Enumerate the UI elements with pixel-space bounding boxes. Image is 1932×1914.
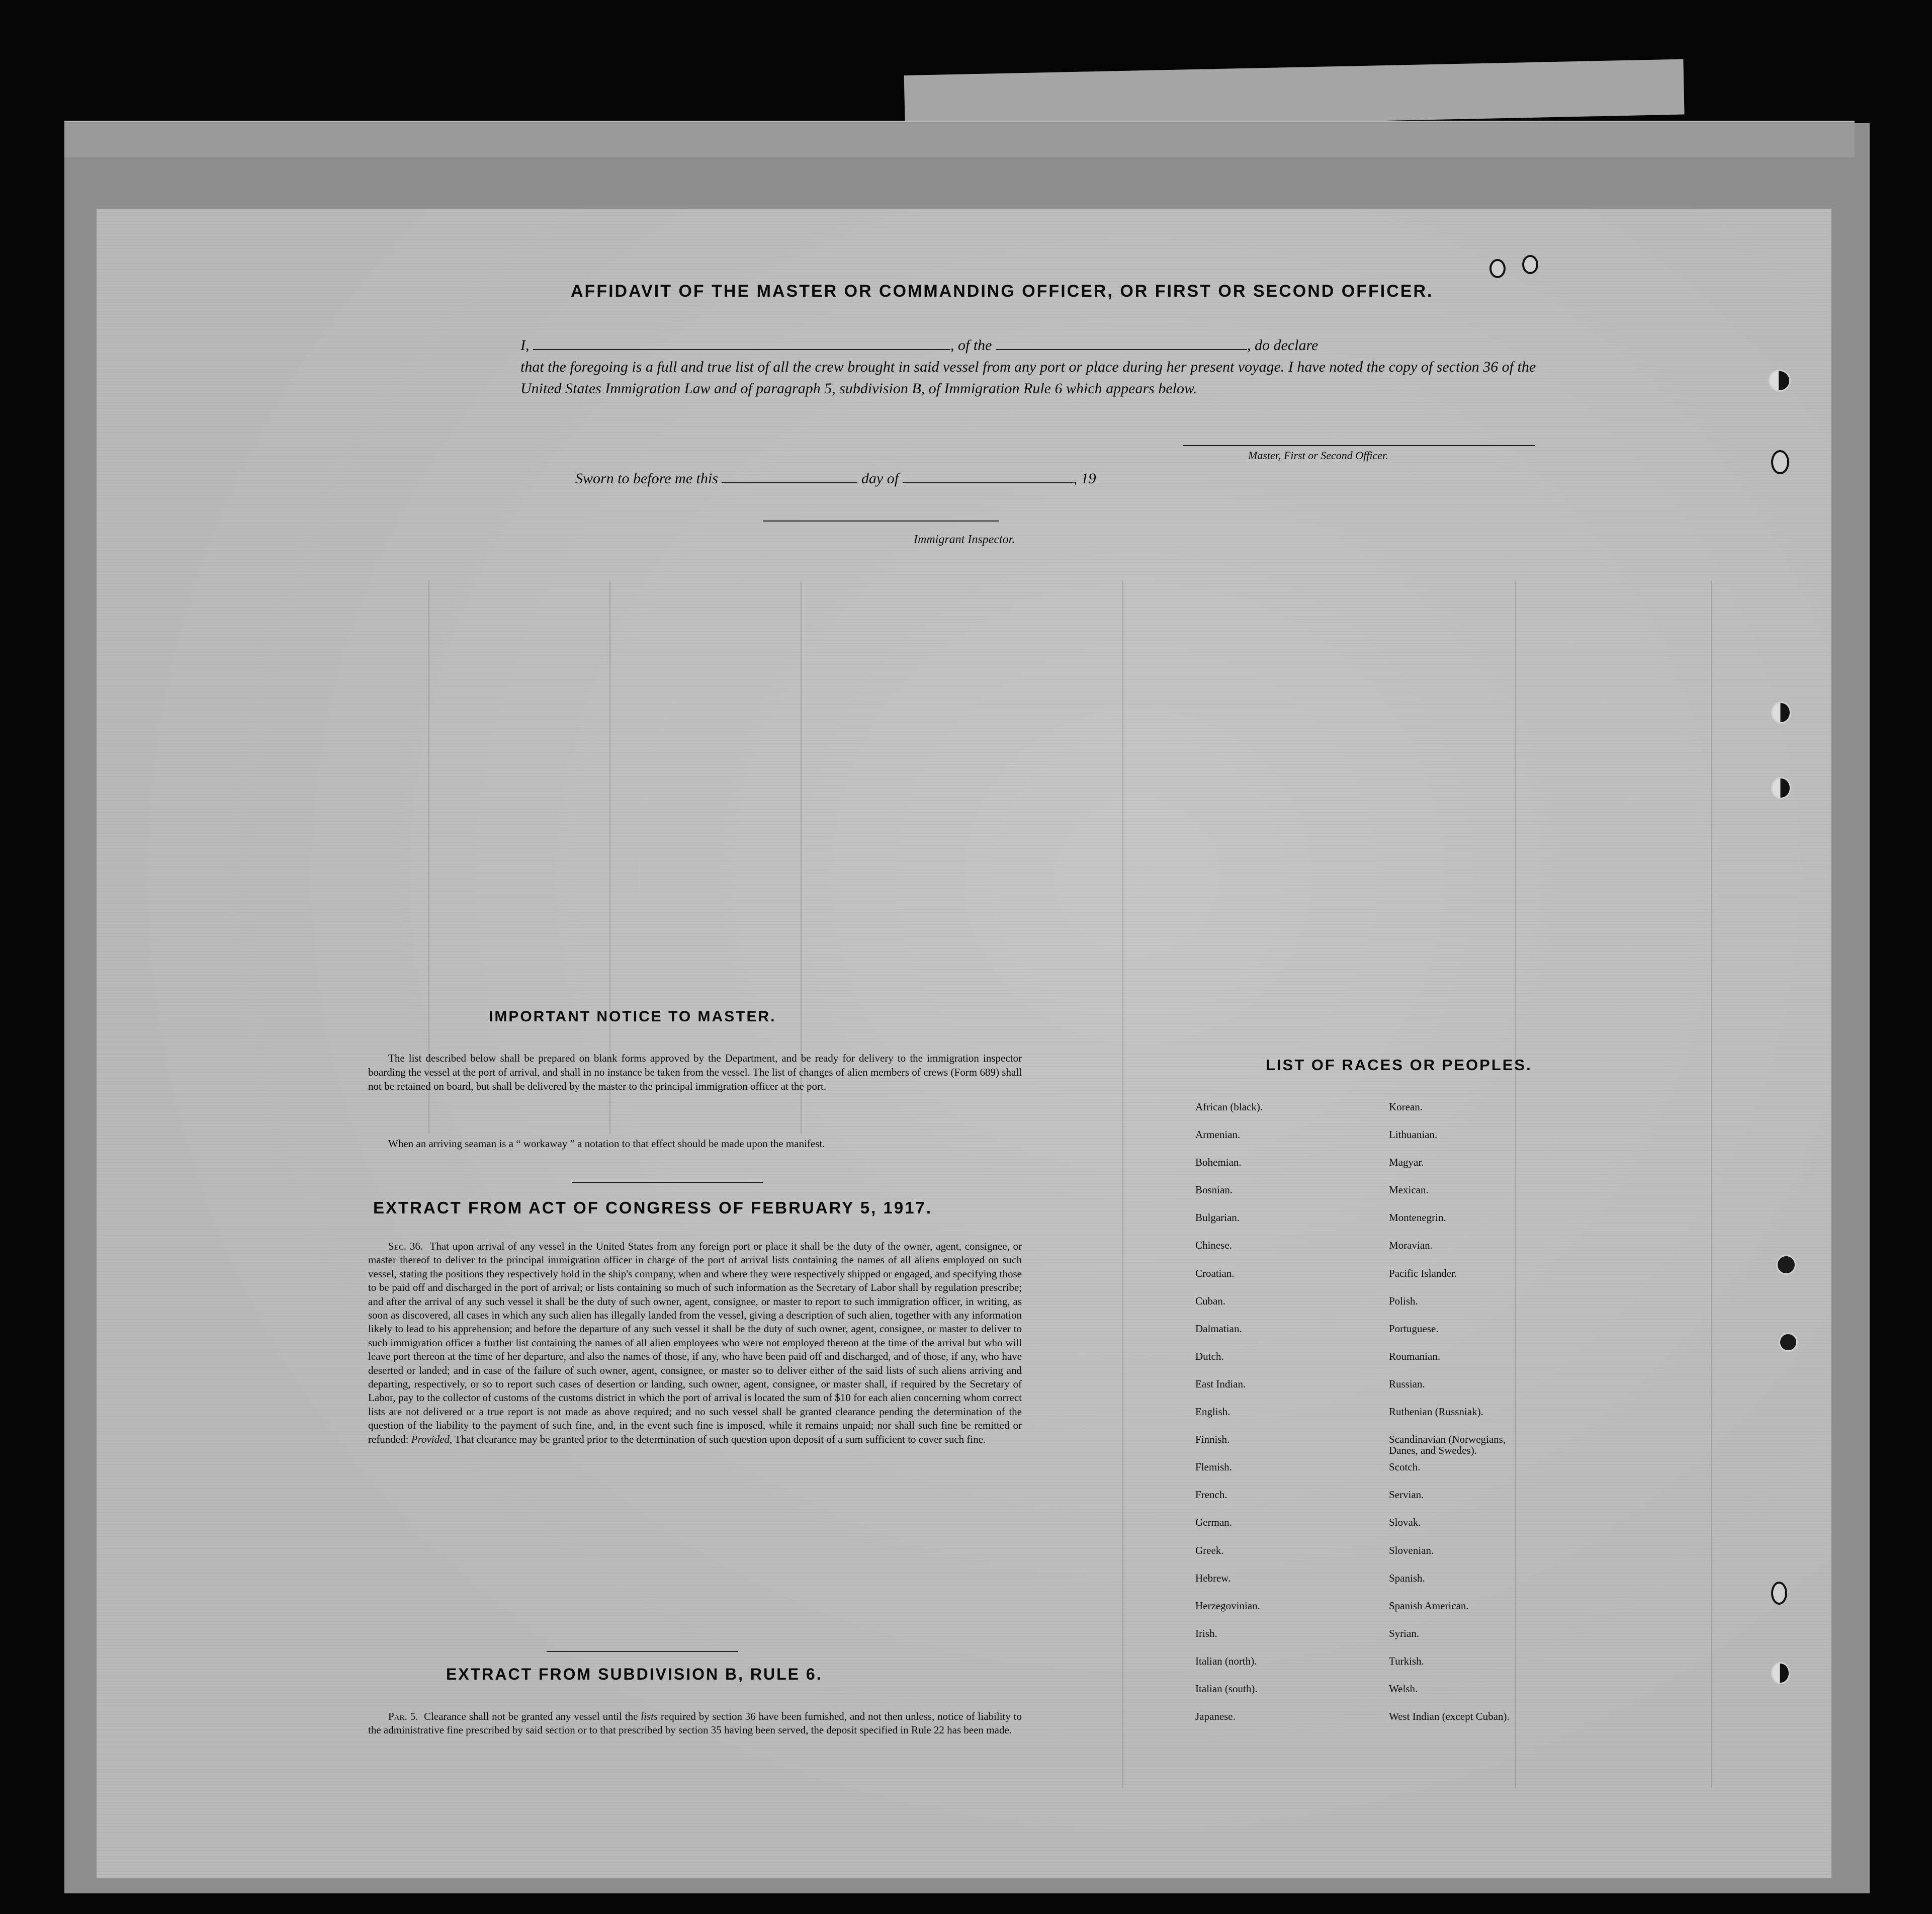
master-signature-label: Master, First or Second Officer.	[1248, 449, 1388, 462]
rule-text-b: required by section 36 have been furnished, and not then unless, notice of liability to the administrative fine prescribed by said section or to that prescribed by section 35 having been served, the deposit specified in Rule 22 has been made.	[368, 1710, 1022, 1736]
rule-paragraph-5	[368, 1710, 1022, 1737]
race-item: Chinese.	[1195, 1239, 1232, 1252]
vessel-name-field[interactable]	[996, 337, 1247, 350]
race-item: Italian (south).	[1195, 1682, 1258, 1695]
act-section-text: That upon arrival of any vessel in the United States from any foreign port or place it shall be the duty of the owner, agent, consignee, or master thereof to deliver to the principal immigration officer in charge of the port of arrival lists containing the names of all aliens employed on such vessel, stating the positions they respectively hold in the ship's company, when and where they were respectively shipped or engaged, and specifying those to be paid off and discharged in the port of arrival; or lists containing so much of such information as the Secretary of Labor shall by regulation prescribe; and after the arrival of any such vessel it shall be the duty of such owner, agent, consignee, or master to report to such immigration officer, in writing, as soon as discovered, all cases in which any such alien has illegally landed from the vessel, giving a description of such alien, together with any information likely to lead to his apprehension; and before the departure of any such vessel it shall be the duty of such owner, agent, consignee, or master to deliver to such immigration officer a further list containing the names of all alien employees who were not employed thereon at the time of the arrival but who will leave port thereon at the time of her departure, and also the names of those, if any, who have been paid off and discharged, and of those, if any, who have deserted or landed; and in case of the failure of such owner, agent, consignee, or master so to deliver either of the said lists of such aliens arriving and departing, respectively, or so to report such cases of desertion or landing, such owner, agent, consignee, or master shall, if required by the Secretary of Labor, pay to the collector of customs of the customs district in which the port of arrival is located the sum of $10 for each alien concerning whom correct lists are not delivered or a true report is not made as above required; and no such vessel shall be granted clearance pending the determination of the question of the liability to the payment of such fine, and, in the event such fine is imposed, while it remains unpaid; nor shall such fine be remitted or refunded:	[368, 1240, 1022, 1445]
declaration-text: that the foregoing is a full and true list of all the crew brought in said vessel from any port or place during her present voyage. I have noted the copy of section 36 of the United States Immigration Law and of paragraph 5, subdivision B, of Immigration Rule 6 which appears below.	[520, 359, 1536, 397]
race-item: Bosnian.	[1195, 1184, 1233, 1196]
sworn-year-label: , 19	[1073, 470, 1096, 487]
race-item: Slovak.	[1389, 1516, 1421, 1529]
race-item: Greek.	[1195, 1544, 1224, 1556]
race-item: Pacific Islander.	[1389, 1267, 1457, 1279]
declaration-suffix: , do declare	[1247, 337, 1319, 354]
notice-paragraph-1-text: The list described below shall be prepared on blank forms approved by the Department, and be ready for delivery to the immigration inspector boarding the vessel at the port of arrival, and shall in no instance be taken from the vessel. The list of changes of alien members of crews (Form 689) shall not be retained on board, but shall be delivered by the master to the principal immigration officer at the port.	[368, 1052, 1022, 1092]
race-item: Dalmatian.	[1195, 1322, 1242, 1335]
sworn-month-field[interactable]	[903, 470, 1074, 483]
race-item: Korean.	[1389, 1101, 1423, 1113]
binder-hole	[1779, 1333, 1798, 1352]
race-item: Armenian.	[1195, 1128, 1241, 1141]
race-item: Finnish.	[1195, 1433, 1230, 1446]
race-item: Japanese.	[1195, 1710, 1236, 1723]
race-item: Slovenian.	[1389, 1544, 1434, 1556]
rule-extract-title: EXTRACT FROM SUBDIVISION B, RULE 6.	[446, 1665, 823, 1683]
binder-hole	[1771, 702, 1791, 724]
act-proviso-text: That clearance may be granted prior to the determination of such question upon deposit of a sum sufficient to cover such fine.	[455, 1433, 986, 1445]
race-item: Russian.	[1389, 1377, 1425, 1390]
race-item: English.	[1195, 1406, 1231, 1418]
section-divider	[547, 1651, 738, 1652]
officer-name-field[interactable]	[533, 337, 950, 350]
race-item: Scandinavian (Norwegians, Danes, and Swedes).	[1389, 1433, 1506, 1457]
race-item: Bulgarian.	[1195, 1211, 1240, 1224]
race-item: Dutch.	[1195, 1350, 1224, 1362]
race-item: Moravian.	[1389, 1239, 1433, 1252]
act-section-36	[368, 1240, 1022, 1446]
race-item: French.	[1195, 1489, 1227, 1501]
binder-hole	[1771, 1582, 1787, 1605]
race-item: Flemish.	[1195, 1461, 1232, 1473]
binder-hole	[1489, 259, 1506, 278]
race-item: West Indian (except Cuban).	[1389, 1710, 1510, 1723]
races-right-column	[1389, 1101, 1510, 1738]
race-item: Welsh.	[1389, 1682, 1418, 1695]
race-item: Roumanian.	[1389, 1350, 1441, 1362]
rule-par-label: Par. 5.	[388, 1710, 418, 1722]
rule-text-a: Clearance shall not be granted any vessel until the	[423, 1710, 638, 1722]
bleed-through-rule	[1515, 581, 1516, 1788]
race-item: East Indian.	[1195, 1377, 1246, 1390]
race-item: Herzegovinian.	[1195, 1599, 1260, 1612]
declaration-prefix: I,	[520, 337, 530, 354]
race-item: Bohemian.	[1195, 1156, 1242, 1169]
race-item: Montenegrin.	[1389, 1211, 1446, 1224]
bleed-through-rule	[1711, 581, 1712, 1788]
declaration-vessel-label: , of the	[950, 337, 992, 354]
binder-hole	[1771, 450, 1789, 474]
race-item: African (black).	[1195, 1101, 1263, 1113]
declaration-line	[520, 334, 1576, 356]
notice-paragraph-2	[368, 1137, 1022, 1151]
race-item: Italian (north).	[1195, 1655, 1257, 1667]
bleed-through-rule	[1122, 581, 1123, 1788]
races-left-column	[1195, 1101, 1263, 1738]
affidavit-title: AFFIDAVIT OF THE MASTER OR COMMANDING OFFICER, OR FIRST OR SECOND OFFICER.	[571, 282, 1434, 301]
binder-hole	[1522, 255, 1538, 274]
sworn-line	[575, 470, 1096, 487]
race-item: Scotch.	[1389, 1461, 1421, 1473]
binder-hole	[1769, 370, 1791, 392]
document-page	[97, 209, 1831, 1878]
race-item: Portuguese.	[1389, 1322, 1439, 1335]
race-item: Mexican.	[1389, 1184, 1429, 1196]
inspector-signature-label: Immigrant Inspector.	[914, 533, 1015, 546]
race-item: Cuban.	[1195, 1294, 1226, 1307]
master-signature-line	[1183, 445, 1535, 446]
inspector-signature-line	[763, 520, 999, 521]
race-item: Irish.	[1195, 1627, 1217, 1639]
notice-title: IMPORTANT NOTICE TO MASTER.	[489, 1008, 776, 1025]
act-proviso-word: Provided,	[411, 1433, 453, 1445]
sworn-prefix: Sworn to before me this	[575, 470, 718, 487]
binder-hole	[1771, 777, 1791, 799]
race-item: Polish.	[1389, 1294, 1418, 1307]
race-item: German.	[1195, 1516, 1232, 1529]
race-item: Syrian.	[1389, 1627, 1420, 1639]
binder-hole	[1771, 1662, 1790, 1684]
notice-paragraph-2-text: When an arriving seaman is a “ workaway ” a notation to that effect should be made upon the manifest.	[388, 1138, 825, 1150]
section-divider	[572, 1182, 763, 1183]
race-item: Ruthenian (Russniak).	[1389, 1406, 1483, 1418]
sworn-day-field[interactable]	[722, 470, 857, 483]
sworn-day-label: day of	[861, 470, 899, 487]
act-section-label: Sec. 36.	[388, 1240, 423, 1252]
race-item: Spanish.	[1389, 1572, 1425, 1584]
notice-paragraph-1	[368, 1051, 1022, 1093]
race-item: Croatian.	[1195, 1267, 1235, 1279]
binder-hole	[1776, 1255, 1796, 1275]
race-item: Spanish American.	[1389, 1599, 1469, 1612]
race-item: Lithuanian.	[1389, 1128, 1438, 1141]
backing-sheet-edge	[64, 121, 1855, 157]
affidavit-body	[520, 334, 1576, 399]
act-extract-title: EXTRACT FROM ACT OF CONGRESS OF FEBRUARY 5, 1917.	[373, 1198, 933, 1217]
folded-tab	[904, 59, 1685, 131]
rule-lists-word: lists	[641, 1710, 658, 1722]
race-item: Magyar.	[1389, 1156, 1424, 1169]
race-item: Hebrew.	[1195, 1572, 1231, 1584]
race-item: Turkish.	[1389, 1655, 1424, 1667]
races-title: LIST OF RACES OR PEOPLES.	[1266, 1056, 1532, 1074]
race-item: Servian.	[1389, 1489, 1424, 1501]
